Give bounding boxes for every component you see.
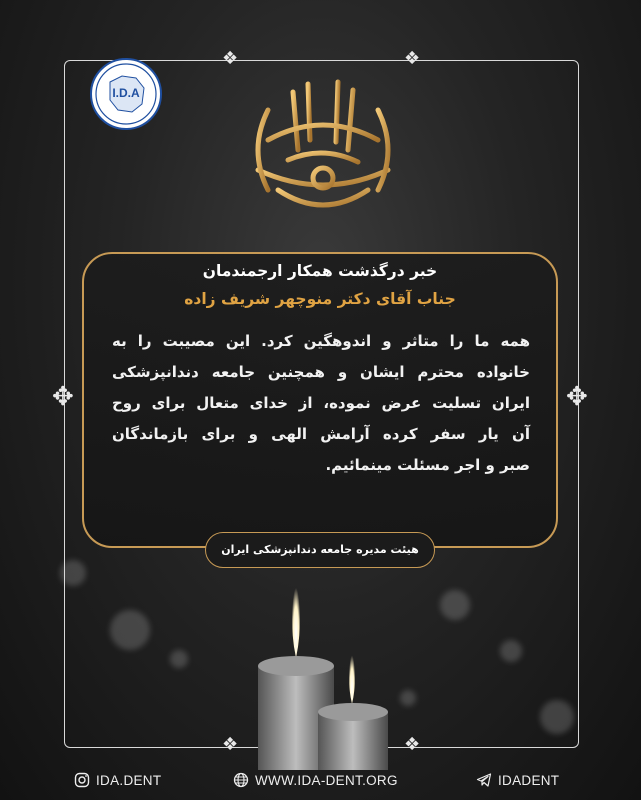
telegram-icon [476, 772, 492, 788]
instagram-handle: IDA.DENT [96, 772, 162, 788]
candles-icon [240, 570, 400, 770]
signature-badge: هیئت مدیره جامعه دندانپزشکی ایران [205, 532, 435, 568]
website-url: WWW.IDA-DENT.ORG [255, 772, 398, 788]
ida-logo [90, 58, 162, 130]
instagram-link[interactable] [74, 772, 161, 788]
ornament-icon: ❖ [404, 734, 421, 755]
website-link[interactable] [233, 772, 398, 788]
deceased-name: جناب آقای دکتر منوچهر شریف زاده [184, 290, 456, 308]
logo-text: I.D.A [112, 86, 140, 100]
body-line: خانواده محترم ایشان و همچنین جامعه دندانپزشکی [112, 363, 530, 381]
body-line: همه ما را متاثر و اندوهگین کرد. این مصیبت را به [112, 332, 530, 350]
ornament-icon: ✥ [52, 382, 74, 412]
notice-title: خبر درگذشت همکار ارجمندمان [202, 262, 438, 280]
body-line: صبر و اجر مسئلت مینمائیم. [325, 456, 530, 474]
ornament-icon: ❖ [222, 48, 239, 69]
globe-icon [233, 772, 249, 788]
ornament-icon: ❖ [404, 48, 421, 69]
ornament-icon: ❖ [222, 734, 239, 755]
ornament-icon: ✥ [566, 382, 588, 412]
body-line: آن یار سفر کرده آرامش الهی و برای بازماندگان [112, 425, 530, 443]
footer-bar [0, 764, 641, 800]
telegram-handle: IDADENT [498, 772, 560, 788]
telegram-link[interactable] [476, 772, 559, 788]
instagram-icon [74, 772, 90, 788]
notice-body [112, 326, 530, 481]
calligraphy-icon [228, 70, 418, 235]
body-line: ایران تسلیت عرض نموده، از خدای متعال برای روح [112, 394, 530, 412]
